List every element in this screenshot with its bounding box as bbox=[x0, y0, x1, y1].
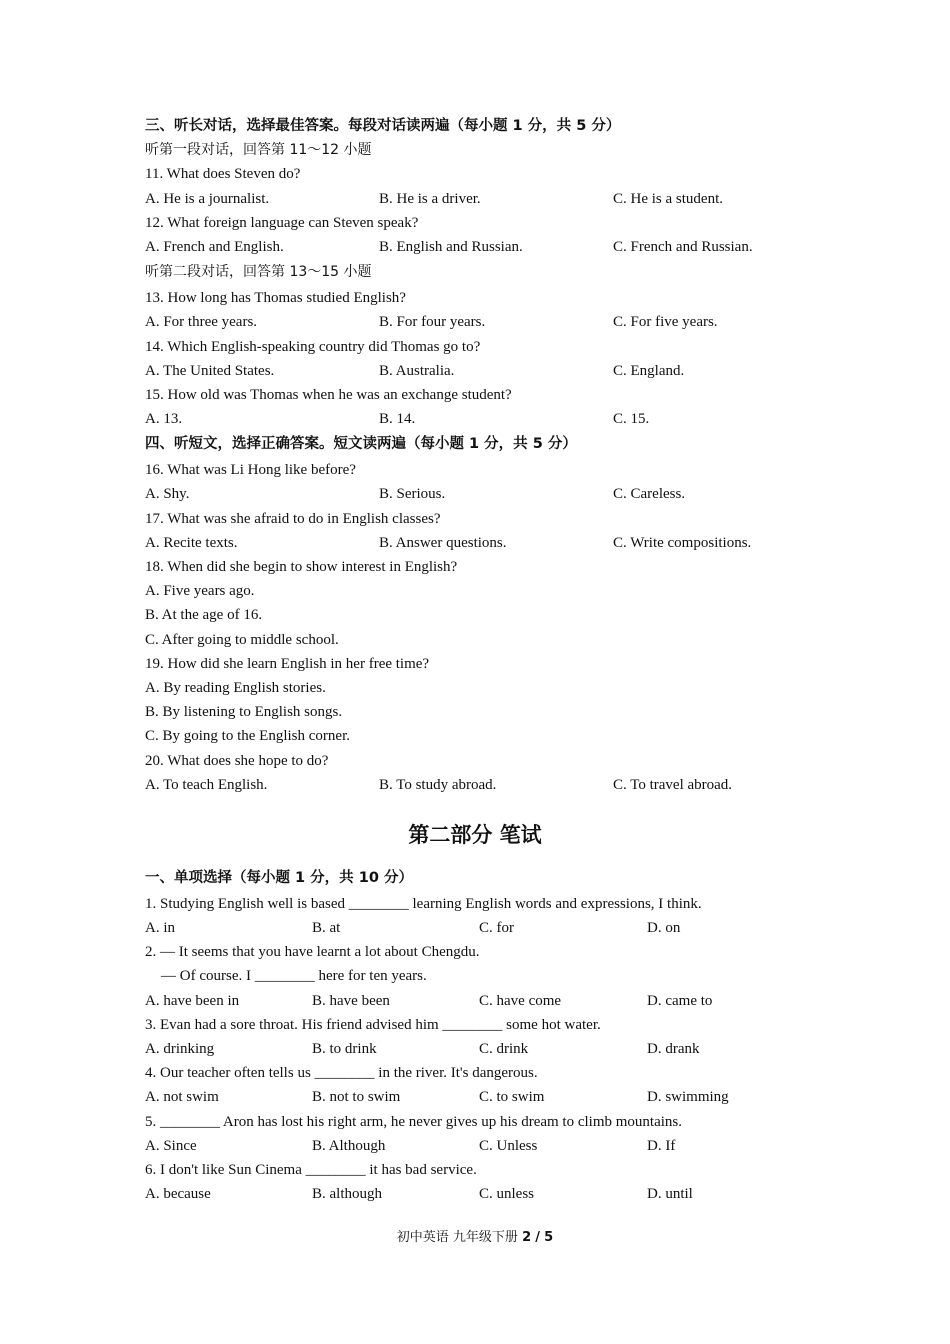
option-c: C. By going to the English corner. bbox=[145, 728, 350, 745]
option-c: C. have come bbox=[479, 992, 562, 1009]
dialog-1-instruction: 听第一段对话，回答第 11～12 小题 bbox=[145, 142, 372, 159]
option-b: B. Although bbox=[312, 1137, 386, 1154]
option-d: D. drank bbox=[647, 1041, 700, 1057]
option-c: C. French and Russian. bbox=[613, 238, 753, 255]
question-15: 15. How old was Thomas when he was an exchange student? bbox=[145, 386, 512, 403]
part-2-title: 第二部分 笔试 bbox=[408, 822, 542, 847]
option-b: B. at bbox=[312, 920, 341, 937]
option-a: A. Shy. bbox=[145, 486, 190, 503]
question-14-options bbox=[145, 359, 825, 383]
option-b: B. to drink bbox=[312, 1041, 377, 1057]
exam-page bbox=[145, 114, 825, 1206]
option-a: A. Five years ago. bbox=[145, 583, 255, 600]
mc-question-4: 4. Our teacher often tells us ________ in the river. It's dangerous. bbox=[145, 1065, 538, 1082]
option-c: C. England. bbox=[613, 362, 685, 379]
footer-separator: / bbox=[535, 1230, 541, 1245]
option-b: B. Serious. bbox=[379, 486, 446, 503]
option-b: B. By listening to English songs. bbox=[145, 704, 343, 721]
question-20-options bbox=[145, 773, 825, 797]
page-footer bbox=[0, 1226, 950, 1245]
question-19: 19. How did she learn English in her free time? bbox=[145, 655, 430, 672]
question-13-options bbox=[145, 310, 825, 334]
option-c: C. For five years. bbox=[613, 314, 718, 331]
question-13: 13. How long has Thomas studied English? bbox=[145, 290, 406, 307]
mc-question-1: 1. Studying English well is based ________ learning English words and expressions, I think. bbox=[145, 895, 702, 912]
mc-question-5: 5. ________ Aron has lost his right arm, he never gives up his dream to climb mountains. bbox=[145, 1113, 683, 1130]
option-d: D. until bbox=[647, 1186, 693, 1203]
option-a: A. The United States. bbox=[145, 362, 275, 379]
option-c: C. He is a student. bbox=[613, 190, 723, 207]
option-b: B. To study abroad. bbox=[379, 776, 497, 793]
option-a: A. not swim bbox=[145, 1089, 219, 1106]
question-18: 18. When did she begin to show interest in English? bbox=[145, 559, 458, 575]
mc-question-1-options bbox=[145, 916, 825, 940]
option-a: A. because bbox=[145, 1186, 211, 1203]
option-b: B. For four years. bbox=[379, 314, 486, 331]
question-15-options bbox=[145, 407, 825, 431]
option-a: A. To teach English. bbox=[145, 776, 268, 793]
option-b: B. He is a driver. bbox=[379, 190, 481, 207]
mc-question-5-options bbox=[145, 1134, 825, 1158]
mc-question-4-options bbox=[145, 1085, 825, 1109]
option-d: D. came to bbox=[647, 992, 713, 1009]
question-11: 11. What does Steven do? bbox=[145, 166, 301, 183]
mc-question-3-options bbox=[145, 1037, 825, 1061]
option-d: D. on bbox=[647, 920, 681, 937]
option-c: C. to swim bbox=[479, 1089, 545, 1106]
option-b: B. although bbox=[312, 1186, 382, 1203]
part-2-section-1-title: 一、单项选择（每小题 1 分，共 10 分） bbox=[145, 869, 413, 886]
option-a: A. French and English. bbox=[145, 238, 284, 255]
section-4-title: 四、听短文，选择正确答案。短文读两遍（每小题 1 分，共 5 分） bbox=[145, 436, 577, 453]
mc-question-2-options bbox=[145, 989, 825, 1013]
mc-question-6: 6. I don't like Sun Cinema ________ it has bad service. bbox=[145, 1161, 477, 1178]
option-b: B. 14. bbox=[379, 411, 416, 428]
question-16: 16. What was Li Hong like before? bbox=[145, 462, 356, 479]
option-b: B. Australia. bbox=[379, 362, 455, 379]
option-a: A. Recite texts. bbox=[145, 534, 238, 551]
footer-label: 初中英语 九年级下册 bbox=[396, 1230, 518, 1245]
option-a: A. By reading English stories. bbox=[145, 679, 326, 696]
option-b: B. not to swim bbox=[312, 1089, 401, 1106]
mc-question-3: 3. Evan had a sore throat. His friend advised him ________ some hot water. bbox=[145, 1016, 601, 1033]
section-3-title: 三、听长对话，选择最佳答案。每段对话读两遍（每小题 1 分，共 5 分） bbox=[145, 118, 621, 134]
option-a: A. 13. bbox=[145, 411, 183, 428]
option-c: C. drink bbox=[479, 1041, 529, 1057]
option-c: C. After going to middle school. bbox=[145, 631, 339, 648]
dialog-2-instruction: 听第二段对话，回答第 13～15 小题 bbox=[145, 264, 372, 281]
mc-question-6-options bbox=[145, 1182, 825, 1206]
question-17: 17. What was she afraid to do in English classes? bbox=[145, 510, 441, 527]
option-c: C. To travel abroad. bbox=[613, 776, 733, 793]
option-d: D. swimming bbox=[647, 1089, 729, 1106]
option-a: A. drinking bbox=[145, 1041, 215, 1057]
option-c: C. for bbox=[479, 920, 514, 937]
option-b: B. English and Russian. bbox=[379, 238, 523, 255]
option-d: D. If bbox=[647, 1137, 676, 1154]
option-b: B. At the age of 16. bbox=[145, 607, 263, 624]
footer-page-number: 2 bbox=[522, 1230, 532, 1245]
option-a: A. For three years. bbox=[145, 314, 258, 331]
option-c: C. Write compositions. bbox=[613, 534, 752, 551]
footer-total-pages: 5 bbox=[544, 1230, 554, 1245]
option-b: B. have been bbox=[312, 992, 390, 1009]
mc-question-2-reply: — Of course. I ________ here for ten years. bbox=[161, 968, 427, 985]
option-a: A. He is a journalist. bbox=[145, 190, 270, 207]
question-17-options bbox=[145, 531, 825, 555]
question-12: 12. What foreign language can Steven speak? bbox=[145, 214, 419, 231]
question-20: 20. What does she hope to do? bbox=[145, 752, 329, 769]
question-11-options bbox=[145, 187, 825, 211]
option-a: A. have been in bbox=[145, 992, 240, 1009]
option-c: C. Careless. bbox=[613, 486, 686, 503]
mc-question-2: 2. — It seems that you have learnt a lot about Chengdu. bbox=[145, 944, 480, 961]
option-c: C. Unless bbox=[479, 1137, 538, 1154]
option-c: C. unless bbox=[479, 1186, 535, 1203]
question-12-options bbox=[145, 235, 825, 259]
option-b: B. Answer questions. bbox=[379, 534, 507, 551]
option-c: C. 15. bbox=[613, 411, 650, 428]
question-16-options bbox=[145, 482, 825, 506]
question-14: 14. Which English-speaking country did Thomas go to? bbox=[145, 338, 481, 355]
option-a: A. in bbox=[145, 920, 175, 937]
option-a: A. Since bbox=[145, 1137, 197, 1154]
